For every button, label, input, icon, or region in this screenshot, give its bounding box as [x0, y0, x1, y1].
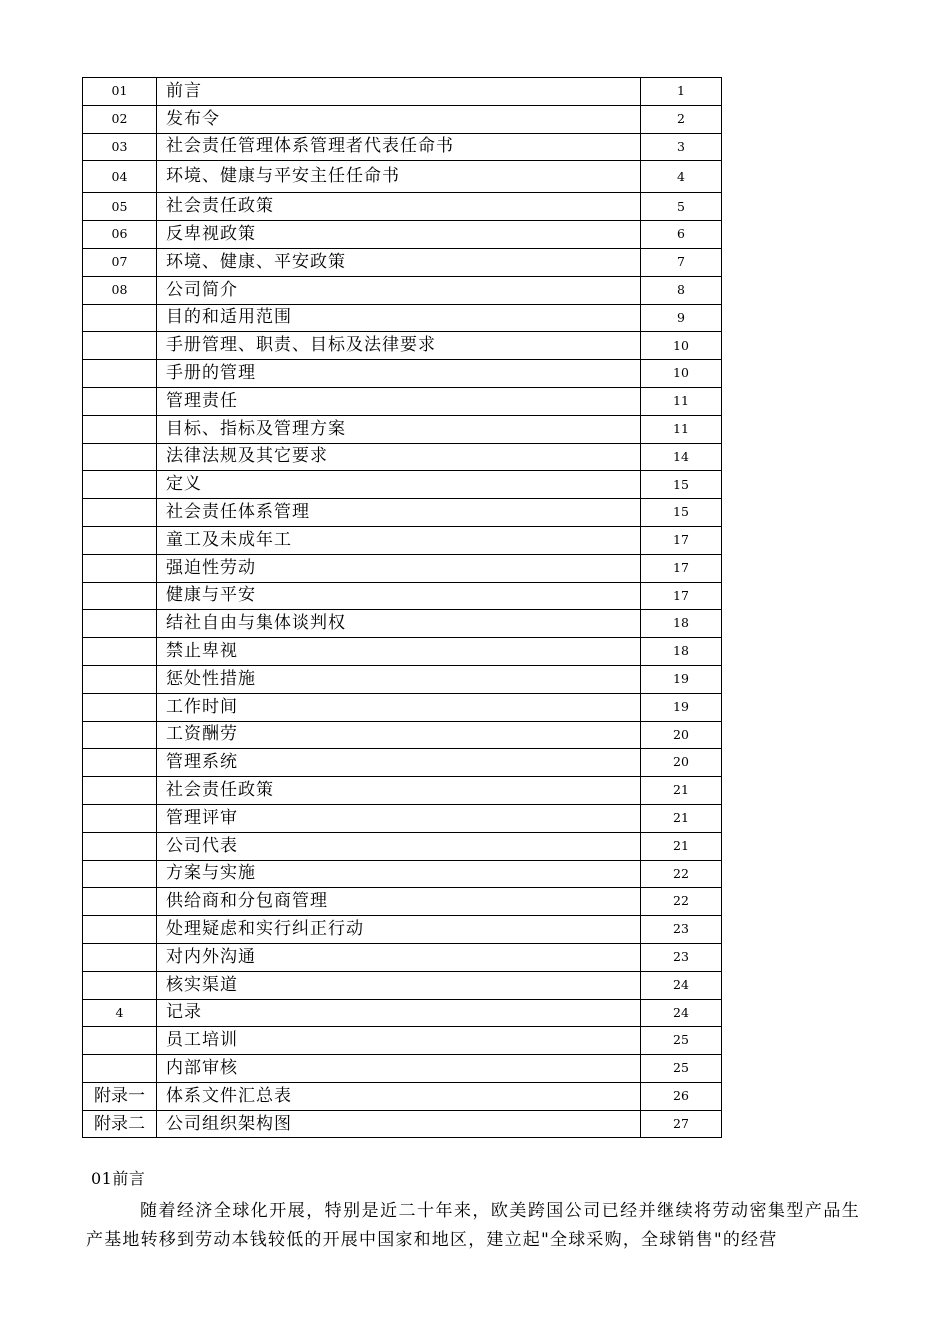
- toc-page: 24: [641, 999, 722, 1027]
- toc-title: 公司简介: [157, 276, 641, 304]
- toc-number: 05: [83, 193, 157, 221]
- toc-page: 3: [641, 133, 722, 161]
- toc-page: 2: [641, 105, 722, 133]
- toc-number: [83, 665, 157, 693]
- toc-row: [83, 721, 722, 749]
- toc-page: 11: [641, 415, 722, 443]
- toc-title: 管理评审: [157, 804, 641, 832]
- toc-title: 禁止卑视: [157, 638, 641, 666]
- toc-number: 02: [83, 105, 157, 133]
- toc-title: 惩处性措施: [157, 665, 641, 693]
- toc-row: [83, 693, 722, 721]
- toc-page: 21: [641, 832, 722, 860]
- toc-row: [83, 332, 722, 360]
- toc-number: 4: [83, 999, 157, 1027]
- toc-title: 工资酬劳: [157, 721, 641, 749]
- toc-title: 环境、健康、平安政策: [157, 248, 641, 276]
- section-heading: 01前言: [91, 1169, 146, 1188]
- toc-page: 17: [641, 582, 722, 610]
- toc-number: [83, 777, 157, 805]
- toc-number: [83, 526, 157, 554]
- toc-number: [83, 721, 157, 749]
- toc-row: [83, 582, 722, 610]
- toc-page: 18: [641, 638, 722, 666]
- toc-title: 内部审核: [157, 1055, 641, 1083]
- toc-row: [83, 860, 722, 888]
- table-of-contents: [82, 77, 722, 1138]
- toc-row: [83, 804, 722, 832]
- toc-page: 17: [641, 554, 722, 582]
- toc-number: [83, 860, 157, 888]
- toc-row: [83, 777, 722, 805]
- toc-page: 20: [641, 749, 722, 777]
- toc-row: [83, 1082, 722, 1110]
- toc-title: 社会责任政策: [157, 193, 641, 221]
- toc-title: 管理系统: [157, 749, 641, 777]
- toc-number: [83, 1027, 157, 1055]
- toc-title: 记录: [157, 999, 641, 1027]
- toc-title: 核实渠道: [157, 971, 641, 999]
- toc-number: [83, 749, 157, 777]
- toc-title: 反卑视政策: [157, 221, 641, 249]
- toc-body: [83, 78, 722, 1138]
- toc-page: 17: [641, 526, 722, 554]
- toc-number: [83, 443, 157, 471]
- toc-title: 公司代表: [157, 832, 641, 860]
- toc-title: 定义: [157, 471, 641, 499]
- toc-row: [83, 133, 722, 161]
- toc-row: [83, 999, 722, 1027]
- toc-title: 管理责任: [157, 387, 641, 415]
- body-paragraph: 随着经济全球化开展，特别是近二十年来，欧美跨国公司已经并继续将劳动密集型产品生产基地转移到劳动本钱较低的开展中国家和地区，建立起"全球采购，全球销售"的经营: [86, 1201, 860, 1250]
- toc-page: 27: [641, 1110, 722, 1138]
- toc-title: 处理疑虑和实行纠正行动: [157, 916, 641, 944]
- toc-title: 社会责任管理体系管理者代表任命书: [157, 133, 641, 161]
- toc-title: 手册的管理: [157, 360, 641, 388]
- toc-title: 环境、健康与平安主任任命书: [157, 161, 641, 193]
- toc-row: [83, 888, 722, 916]
- toc-row: [83, 665, 722, 693]
- toc-title: 童工及未成年工: [157, 526, 641, 554]
- toc-row: [83, 971, 722, 999]
- toc-row: [83, 1055, 722, 1083]
- toc-page: 8: [641, 276, 722, 304]
- toc-page: 15: [641, 499, 722, 527]
- toc-number: 01: [83, 78, 157, 106]
- toc-page: 7: [641, 248, 722, 276]
- toc-page: 26: [641, 1082, 722, 1110]
- toc-number: [83, 943, 157, 971]
- toc-number: [83, 888, 157, 916]
- toc-title: 社会责任政策: [157, 777, 641, 805]
- toc-title: 目的和适用范围: [157, 304, 641, 332]
- toc-row: [83, 471, 722, 499]
- toc-title: 目标、指标及管理方案: [157, 415, 641, 443]
- toc-row: [83, 248, 722, 276]
- toc-page: 25: [641, 1055, 722, 1083]
- toc-page: 10: [641, 360, 722, 388]
- toc-number: [83, 1055, 157, 1083]
- toc-page: 22: [641, 888, 722, 916]
- toc-page: 21: [641, 777, 722, 805]
- toc-row: [83, 832, 722, 860]
- toc-number: [83, 971, 157, 999]
- toc-title: 员工培训: [157, 1027, 641, 1055]
- toc-page: 23: [641, 916, 722, 944]
- toc-page: 14: [641, 443, 722, 471]
- toc-page: 22: [641, 860, 722, 888]
- toc-number: [83, 499, 157, 527]
- toc-row: [83, 387, 722, 415]
- toc-title: 健康与平安: [157, 582, 641, 610]
- toc-row: [83, 105, 722, 133]
- toc-title: 方案与实施: [157, 860, 641, 888]
- toc-number: 06: [83, 221, 157, 249]
- toc-page: 5: [641, 193, 722, 221]
- toc-title: 体系文件汇总表: [157, 1082, 641, 1110]
- toc-title: 手册管理、职责、目标及法律要求: [157, 332, 641, 360]
- toc-title: 结社自由与集体谈判权: [157, 610, 641, 638]
- toc-page: 10: [641, 332, 722, 360]
- toc-row: [83, 415, 722, 443]
- toc-row: [83, 193, 722, 221]
- toc-number: [83, 693, 157, 721]
- toc-number: [83, 804, 157, 832]
- toc-row: [83, 221, 722, 249]
- toc-number: [83, 554, 157, 582]
- toc-title: 发布令: [157, 105, 641, 133]
- toc-page: 25: [641, 1027, 722, 1055]
- toc-title: 工作时间: [157, 693, 641, 721]
- toc-title: 公司组织架构图: [157, 1110, 641, 1138]
- toc-number: [83, 415, 157, 443]
- toc-row: [83, 554, 722, 582]
- toc-title: 供给商和分包商管理: [157, 888, 641, 916]
- toc-number: 08: [83, 276, 157, 304]
- toc-row: [83, 276, 722, 304]
- toc-number: 03: [83, 133, 157, 161]
- toc-row: [83, 916, 722, 944]
- toc-number: [83, 332, 157, 360]
- toc-number: 07: [83, 248, 157, 276]
- toc-page: 6: [641, 221, 722, 249]
- toc-number: [83, 916, 157, 944]
- toc-title: 社会责任体系管理: [157, 499, 641, 527]
- toc-number: [83, 387, 157, 415]
- toc-page: 21: [641, 804, 722, 832]
- toc-row: [83, 749, 722, 777]
- toc-title: 对内外沟通: [157, 943, 641, 971]
- toc-row: [83, 443, 722, 471]
- toc-number: 附录一: [83, 1082, 157, 1110]
- toc-page: 18: [641, 610, 722, 638]
- toc-number: 04: [83, 161, 157, 193]
- toc-number: [83, 832, 157, 860]
- toc-page: 1: [641, 78, 722, 106]
- toc-title: 前言: [157, 78, 641, 106]
- toc-row: [83, 638, 722, 666]
- toc-number: [83, 304, 157, 332]
- toc-page: 19: [641, 693, 722, 721]
- toc-title: 法律法规及其它要求: [157, 443, 641, 471]
- toc-page: 4: [641, 161, 722, 193]
- toc-row: [83, 1110, 722, 1138]
- toc-page: 15: [641, 471, 722, 499]
- toc-number: [83, 360, 157, 388]
- toc-row: [83, 499, 722, 527]
- toc-page: 19: [641, 665, 722, 693]
- toc-row: [83, 943, 722, 971]
- toc-title: 强迫性劳动: [157, 554, 641, 582]
- toc-row: [83, 304, 722, 332]
- toc-row: [83, 526, 722, 554]
- toc-page: 9: [641, 304, 722, 332]
- toc-number: [83, 610, 157, 638]
- toc-number: [83, 582, 157, 610]
- toc-row: [83, 1027, 722, 1055]
- toc-page: 20: [641, 721, 722, 749]
- toc-row: [83, 360, 722, 388]
- toc-row: [83, 161, 722, 193]
- toc-row: [83, 610, 722, 638]
- toc-number: [83, 471, 157, 499]
- toc-number: 附录二: [83, 1110, 157, 1138]
- toc-number: [83, 638, 157, 666]
- toc-page: 24: [641, 971, 722, 999]
- toc-page: 23: [641, 943, 722, 971]
- toc-row: [83, 78, 722, 106]
- toc-page: 11: [641, 387, 722, 415]
